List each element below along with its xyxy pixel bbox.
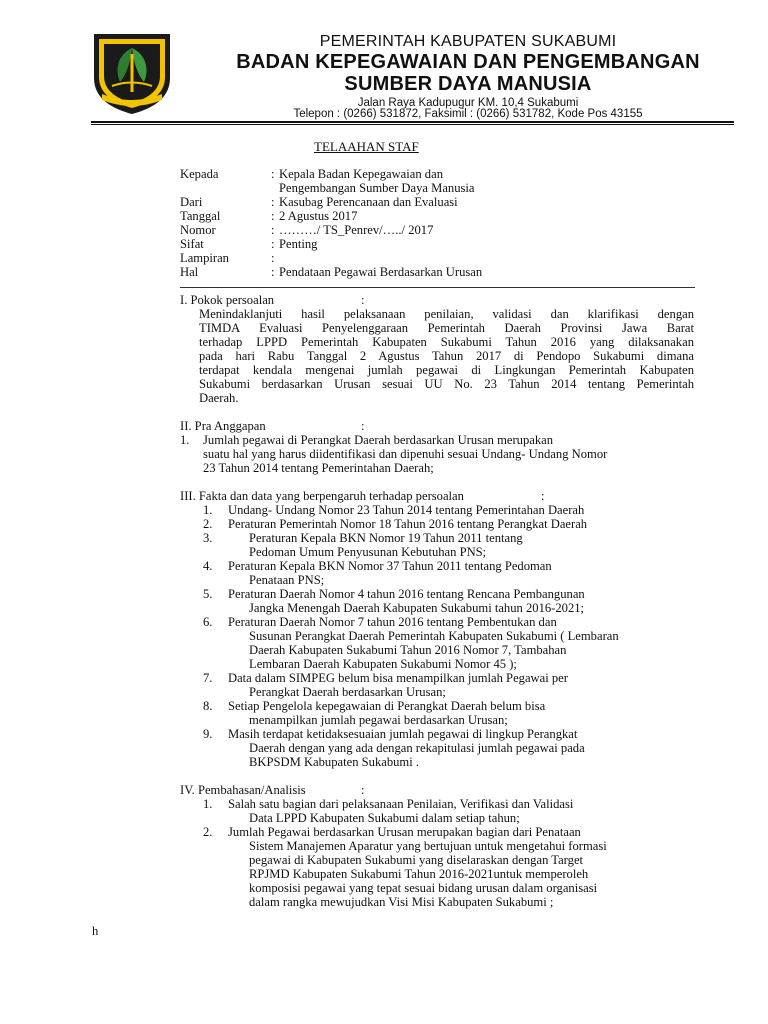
list-item-line: Data dalam SIMPEG belum bisa menampilkan jumlah Pegawai per	[228, 671, 568, 685]
agency-name-line2: SUMBER DAYA MANUSIA	[344, 73, 592, 95]
list-item-line: Daerah Kabupaten Sukabumi Tahun 2016 Nomor 7, Tambahan	[249, 643, 567, 657]
list-number: 2.	[203, 517, 213, 531]
field-label-dari: Dari	[180, 195, 203, 209]
list-item-line: Susunan Perangkat Daerah Pemerintah Kabupaten Sukabumi ( Lembaran	[249, 629, 619, 643]
list-item-line: BKPSDM Kabupaten Sukabumi .	[249, 755, 420, 769]
field-label-nomor: Nomor	[180, 223, 216, 237]
field-label-tanggal: Tanggal	[180, 209, 221, 223]
list-item-line: Daerah dengan yang ada dengan rekapitulasi jumlah pegawai pada	[249, 741, 585, 755]
letterhead-rule-thick	[91, 121, 734, 123]
list-item-line: 23 Tahun 2014 tentang Pemerintahan Daerah;	[203, 461, 434, 475]
list-number: 2.	[203, 825, 213, 839]
list-item-line: Peraturan Daerah Nomor 4 tahun 2016 tentang Rencana Pembangunan	[228, 587, 585, 601]
paragraph-line: terdapat kendala mengenai jumlah pegawai di Lingkungan Pemerintah Kabupaten	[199, 363, 694, 377]
field-colon: :	[271, 209, 275, 223]
paragraph-line: Menindaklanjuti hasil pelaksanaan penilaian, validasi dan klarifikasi dengan	[199, 307, 694, 321]
list-item-line: Salah satu bagian dari pelaksanaan Penilaian, Verifikasi dan Validasi	[228, 797, 574, 811]
list-number: 1.	[203, 503, 213, 517]
list-number: 9.	[203, 727, 213, 741]
field-colon: :	[271, 265, 275, 279]
list-item-line: dalam rangka mewujudkan Visi Misi Kabupaten Sukabumi ;	[249, 895, 554, 909]
list-item-line: Setiap Pengelola kepegawaian di Perangkat Daerah belum bisa	[228, 699, 546, 713]
agency-name-line1: BADAN KEPEGAWAIAN DAN PENGEMBANGAN	[236, 51, 700, 73]
field-value-dari: Kasubag Perencanaan dan Evaluasi	[279, 195, 458, 209]
list-number: 8.	[203, 699, 213, 713]
list-item-line: Masih terdapat ketidaksesuaian jumlah pegawai di lingkup Perangkat	[228, 727, 578, 741]
list-item-line: pegawai di Kabupaten Sukabumi yang diselaraskan dengan Target	[249, 853, 584, 867]
list-item-line: Peraturan Daerah Nomor 7 tahun 2016 tentang Pembentukan dan	[228, 615, 557, 629]
header-separator	[180, 287, 695, 288]
section-colon: :	[541, 489, 545, 503]
letterhead-rule-thin	[91, 124, 734, 125]
paragraph-line: Daerah.	[199, 391, 239, 405]
list-number: 7.	[203, 671, 213, 685]
field-value-kepada-cont: Pengembangan Sumber Daya Manusia	[279, 181, 475, 195]
field-colon: :	[271, 237, 275, 251]
list-item-line: Lembaran Daerah Kabupaten Sukabumi Nomor 45 );	[249, 657, 517, 671]
list-item-line: Data LPPD Kabupaten Sukabumi dalam setiap tahun;	[249, 811, 520, 825]
section-colon: :	[361, 293, 365, 307]
field-colon: :	[271, 251, 275, 265]
section-colon: :	[361, 783, 365, 797]
list-number: 5.	[203, 587, 213, 601]
page-footer-mark: h	[92, 924, 99, 938]
field-value-kepada: Kepala Badan Kepegawaian dan	[279, 167, 443, 181]
field-colon: :	[271, 167, 275, 181]
list-item-line: Peraturan Kepala BKN Nomor 37 Tahun 2011 tentang Pedoman	[228, 559, 552, 573]
list-item-line: Peraturan Pemerintah Nomor 18 Tahun 2016 tentang Perangkat Daerah	[228, 517, 588, 531]
agency-contact: Telepon : (0266) 531872, Faksimil : (0266) 531782, Kode Pos 43155	[293, 108, 643, 120]
section-heading: IV. Pembahasan/Analisis	[180, 783, 306, 797]
field-colon: :	[271, 195, 275, 209]
list-number: 3.	[203, 531, 213, 545]
list-item-line: Penataan PNS;	[249, 573, 325, 587]
paragraph-line: pada hari Rabu Tanggal 2 Agustus Tahun 2017 di Pendopo Sukabumi dimana	[199, 349, 694, 363]
field-value-sifat: Penting	[279, 237, 318, 251]
section-heading: III. Fakta dan data yang berpengaruh terhadap persoalan	[180, 489, 464, 503]
list-item-line: Pedoman Umum Penyusunan Kebutuhan PNS;	[249, 545, 487, 559]
list-number: 1.	[180, 433, 190, 447]
list-item-line: Jumlah Pegawai berdasarkan Urusan merupakan bagian dari Penataan	[228, 825, 581, 839]
paragraph-line: TIMDA Evaluasi Penyelenggaraan Pemerintah Daerah Provinsi Jawa Barat	[199, 321, 694, 335]
field-label-sifat: Sifat	[180, 237, 204, 251]
list-item-line: Sistem Manajemen Aparatur yang bertujuan untuk mengetahui formasi	[249, 839, 607, 853]
list-item-line: RPJMD Kabupaten Sukabumi Tahun 2016-2021untuk memperoleh	[249, 867, 589, 881]
list-item-line: Undang- Undang Nomor 23 Tahun 2014 tentang Pemerintahan Daerah	[228, 503, 585, 517]
agency-address: Jalan Raya Kadupugur KM. 10,4 Sukabumi	[357, 97, 579, 109]
document-title: TELAAHAN STAF	[314, 139, 419, 154]
list-number: 1.	[203, 797, 213, 811]
list-item-line: suatu hal yang harus diidentifikasi dan dipenuhi sesuai Undang- Undang Nomor	[203, 447, 608, 461]
field-label-kepada: Kepada	[180, 167, 219, 181]
field-label-lampiran: Lampiran	[180, 251, 229, 265]
list-number: 6.	[203, 615, 213, 629]
list-item-line: Perangkat Daerah berdasarkan Urusan;	[249, 685, 446, 699]
paragraph-line: terhadap LPPD Pemerintah Kabupaten Sukabumi Tahun 2016 yang dilaksanakan	[199, 335, 694, 349]
field-value-nomor: ………/ TS_Penrev/…../ 2017	[279, 223, 434, 237]
list-number: 4.	[203, 559, 213, 573]
section-heading: I. Pokok persoalan	[180, 293, 275, 307]
list-item-line: Jangka Menengah Daerah Kabupaten Sukabumi tahun 2016-2021;	[249, 601, 585, 615]
list-item-line: Peraturan Kepala BKN Nomor 19 Tahun 2011 tentang	[249, 531, 523, 545]
field-colon: :	[271, 223, 275, 237]
section-colon: :	[361, 419, 365, 433]
field-value-hal: Pendataan Pegawai Berdasarkan Urusan	[279, 265, 483, 279]
government-name: PEMERINTAH KABUPATEN SUKABUMI	[319, 33, 617, 50]
regency-logo	[92, 32, 172, 116]
list-item-line: menampilkan jumlah pegawai berdasarkan Urusan;	[249, 713, 508, 727]
paragraph-line: Sukabumi berdasarkan Urusan sesuai UU No. 23 Tahun 2014 tentang Pemerintah	[199, 377, 694, 391]
list-item-line: Jumlah pegawai di Perangkat Daerah berdasarkan Urusan merupakan	[203, 433, 554, 447]
field-label-hal: Hal	[180, 265, 199, 279]
list-item-line: komposisi pegawai yang tepat sesuai bidang urusan dalam organisasi	[249, 881, 598, 895]
section-heading: II. Pra Anggapan	[180, 419, 266, 433]
field-value-tanggal: 2 Agustus 2017	[279, 209, 358, 223]
